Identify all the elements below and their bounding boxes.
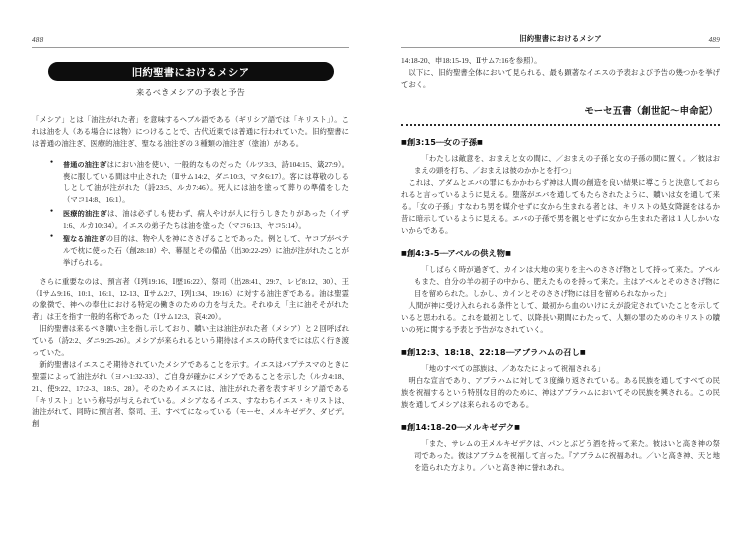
- bullet-lead-term: 聖なる油注ぎ: [63, 234, 106, 244]
- left-running-head: [32, 22, 349, 44]
- passage-heading: [401, 247, 720, 260]
- left-body-text: [32, 114, 349, 430]
- square-marker-icon: ■: [514, 423, 521, 431]
- bullet-body-text: の目的は、物や人を神にささげることであった。例として、ヤコブがベテルで枕に使った石（創28:18）や、幕屋とその備品（出30:22-29）に油が注がれたことが挙げられる。: [63, 234, 350, 267]
- passage-reference: 創12:3、18:18、22:18: [406, 346, 506, 357]
- header-rule-right: [401, 47, 720, 48]
- list-item: [50, 233, 349, 269]
- square-marker-icon: ■: [401, 423, 407, 431]
- banner-wrapper: [32, 62, 349, 81]
- square-marker-icon: ■: [401, 249, 407, 257]
- bullet-lead-term: 普通の油注ぎ: [63, 159, 107, 169]
- scripture-quote: 「しばらく時が過ぎて、カインは大地の実りを主へのささげ物として持って来た。アベルもまた、自分の羊の初子の中から、肥えたものを持って来た。主はアベルとそのささげ物に目を留められた。しかし、カインとそのささげ物には目を留められなかった」: [414, 264, 720, 299]
- list-item: [50, 159, 349, 207]
- passage-reference: 創3:15: [406, 136, 437, 147]
- anointing-types-list: [32, 159, 349, 269]
- list-item: [50, 208, 349, 232]
- passage-commentary: これは、アダムとエバの罪にもかかわらず神は人間の創造を良い結果に導こうと決意しておられると言っているように見える。堕落がエバを通してもたらされたように、贖いは女を通して来る。「女の子孫」すなわち男を媒介せずに女から生まれる者とは、キリストの処女降誕をはるか昔に暗示しているように見える。エバの子孫で男を親とせずに女から生まれた者は１人しかいないからである。: [401, 178, 720, 235]
- right-body-text: [401, 55, 720, 474]
- book-section-title: モーセ五書（創世記～申命記）: [584, 105, 718, 117]
- body-paragraph-3: 新約聖書はイエスこそ期待されていたメシアであることを示す。イエスはバプテスマのときに聖霊によって油注がれ（ヨハ1:32-33）、ご自身が確かにメシアであることを示した（ルカ4:18、21、使9:22、17:2-3、18:5、28）。そのためイエスには、油注がれた者を表すギリシア語である「キリスト」という称号が与えられている。メシアなるイエス、すなわちイエス・キリストは、油注がれて、同時に預言者、祭司、王、すべてになっている（モーセ、メルキゼデク、ダビデ。創: [32, 359, 349, 429]
- scripture-quote: 「地のすべての部族は、／あなたによって祝福される」: [421, 364, 605, 374]
- intro-paragraph: 「メシア」とは「油注がれた者」を意味するヘブル語である（ギリシア語では「キリスト」）。これは油を人（ある場合には物）につけることで、古代近東では普通に行われていた。旧約聖書には普通の油注ぎ、医療的油注ぎ、聖なる油注ぎの３種類の油注ぎ（塗油）がある。: [32, 115, 349, 148]
- continuation-text: 14:18-20、申18:15-19、Ⅱサム7:16を参照）。: [401, 56, 542, 65]
- passage-dash: ──: [439, 247, 448, 258]
- passage-commentary: 明白な宣言であり、アブラハムに対して３度繰り返されている。ある民族を通してすべての民族を祝福するという特別な目的のために、神はアブラハムにおいてその民族を興される。この民族を通してメシアは来られるのである。: [401, 376, 720, 409]
- passage-dash: ──: [436, 136, 444, 147]
- scripture-quote: 「わたしは敵意を、おまえと女の間に、／おまえの子孫と女の子孫の間に置く。／彼はおまえの頭を打ち、／おまえは彼のかかとを打つ」: [414, 154, 720, 176]
- running-title: 旧約聖書におけるメシア: [519, 34, 602, 43]
- square-marker-icon: ■: [579, 348, 586, 356]
- right-running-head: [401, 22, 720, 44]
- passage-title: メルキゼデク: [464, 421, 515, 432]
- book-section-header: [401, 104, 720, 126]
- scripture-quote: 「また、サレムの王メルキゼデクは、パンとぶどう酒を持って来た。彼はいと高き神の祭司であった。彼はアブラムを祝福して言った。『アブラムに祝福あれ。／いと高き神、天と地を造られた方より。／いと高き神に誉れあれ。: [414, 439, 720, 473]
- lead-paragraph: 以下に、旧約聖書全体において見られる、最も顕著なイエスの予表および予告の幾つかを挙げておく。: [401, 67, 720, 89]
- page-subtitle: 来るべきメシアの予表と予告: [135, 87, 246, 97]
- square-marker-icon: ■: [477, 138, 483, 146]
- square-marker-icon: ■: [401, 348, 407, 356]
- bullet-lead-term: 医療的油注ぎ: [63, 208, 108, 218]
- passage-title: 女の子孫: [443, 136, 478, 147]
- bullet-body-text: は、油は必ずしも使わず、病人やけが人に行うしきたりがあった（イザ1:6、ルカ10:34）。イエスの弟子たちは油を塗った（マコ6:13、ヤコ5:14）。: [63, 208, 350, 230]
- dotted-rule: [401, 121, 720, 126]
- folio-right: 489: [708, 36, 720, 44]
- passage-heading: [401, 136, 720, 149]
- header-rule-left: [32, 47, 349, 48]
- folio-left: 488: [32, 36, 44, 44]
- body-paragraph-1: さらに重要なのは、預言者（Ⅰ列19:16、Ⅰ歴16:22）、祭司（出28:41、29:7、レビ8:12、30）、王（Ⅰサム9:16、10:1、16:1、12-13、Ⅱサム2:7、Ⅰ列1:34、19:16）に対する油注ぎである。油は聖霊の象徴で、神への奉仕における特定の働きのための力を与えた。それゆえ「主に油そそがれた者」は王を指す一般的名称であった（Ⅰサム12:3、哀4:20）。: [32, 276, 349, 322]
- page-title-banner: 旧約聖書におけるメシア: [48, 62, 334, 81]
- bullet-body-text: はにおい油を使い、一般的なものだった（ルツ3:3、詩104:15、箴27:9）。喪に服している間は中止された（Ⅱサム14:2、ダニ10:3、マタ6:17）。客には尊敬のしるしとして油が注がれた（詩23:5、ルカ7:46）。死人には油を塗って葬りの準備をした（マコ14:8、16:1）。: [63, 159, 349, 205]
- right-page: [375, 0, 750, 533]
- passage-heading: [401, 346, 720, 359]
- passage-commentary: 人間が神に受け入れられる条件として、最初から血のいけにえが設定されていたことを示していると思われる。これを最初として、以降長い期間にわたって、人類の罪のためのキリストの贖いの死に関する予表と予告がなされていく。: [401, 301, 720, 334]
- passage-reference: 創4:3-5: [406, 247, 440, 258]
- passage-title: アベルの供え物: [447, 247, 506, 258]
- passage-title: アブラハムの召し: [513, 346, 580, 357]
- passage-dash: ──: [505, 346, 514, 357]
- square-marker-icon: ■: [401, 138, 407, 146]
- passage-heading: [401, 421, 720, 434]
- passage-reference: 創14:18-20: [406, 421, 457, 432]
- body-paragraph-2: 旧約聖書は来るべき贖い主を指し示しており、贖い主は油注がれた者（メシア）と２回呼ばれている（詩2:2、ダニ9:25-26）。メシアが来られるという期待はイエスの時代までには広く行き渡っていた。: [32, 324, 349, 358]
- square-marker-icon: ■: [505, 249, 512, 257]
- passage-dash: ──: [456, 421, 465, 432]
